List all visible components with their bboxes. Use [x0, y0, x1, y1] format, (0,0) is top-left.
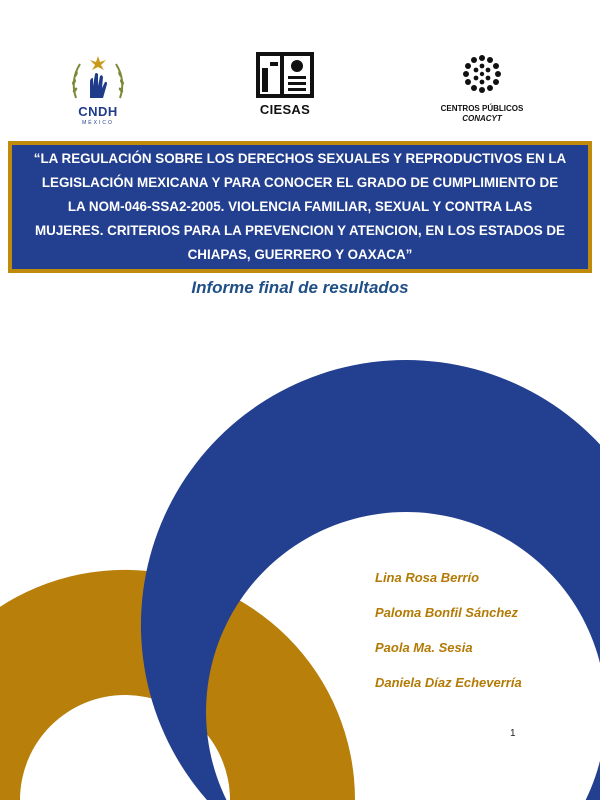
conacyt-line2: CONACYT: [462, 114, 502, 123]
cndh-logo: [68, 50, 128, 130]
document-title: [24, 147, 576, 267]
title-line: CHIAPAS, GUERRERO Y OAXACA”: [187, 247, 413, 262]
conacyt-logo: [430, 52, 534, 132]
title-box: [8, 141, 592, 273]
ciesas-logo: [254, 50, 316, 122]
title-line: LA NOM-046-SSA2-2005. VIOLENCIA FAMILIAR, SEXUAL Y CONTRA LAS: [67, 199, 533, 214]
conacyt-line1: CENTROS PÚBLICOS: [440, 104, 524, 113]
ciesas-emblem-icon: [254, 50, 316, 100]
ciesas-name: CIESAS: [259, 102, 311, 117]
document-subtitle: Informe final de resultados: [191, 278, 409, 297]
author-name: Daniela Díaz Echeverría: [375, 675, 522, 690]
cndh-country: MÉXICO: [82, 120, 114, 126]
page-number: 1: [510, 728, 516, 739]
title-line: “LA REGULACIÓN SOBRE LOS DERECHOS SEXUALES Y REPRODUCTIVOS EN LA: [33, 151, 567, 166]
title-line: MUJERES. CRITERIOS PARA LA PREVENCION Y ATENCION, EN LOS ESTADOS DE: [35, 223, 565, 238]
author-name: Paola Ma. Sesia: [375, 640, 473, 655]
title-line: LEGISLACIÓN MEXICANA Y PARA CONOCER EL GRADO DE CUMPLIMIENTO DE: [41, 175, 559, 190]
author-name: Lina Rosa Berrío: [375, 570, 480, 585]
conacyt-dots-icon: [430, 52, 534, 100]
author-name: Paloma Bonfil Sánchez: [375, 605, 519, 620]
cndh-emblem-icon: [68, 50, 128, 104]
cndh-name: CNDH: [78, 104, 118, 119]
